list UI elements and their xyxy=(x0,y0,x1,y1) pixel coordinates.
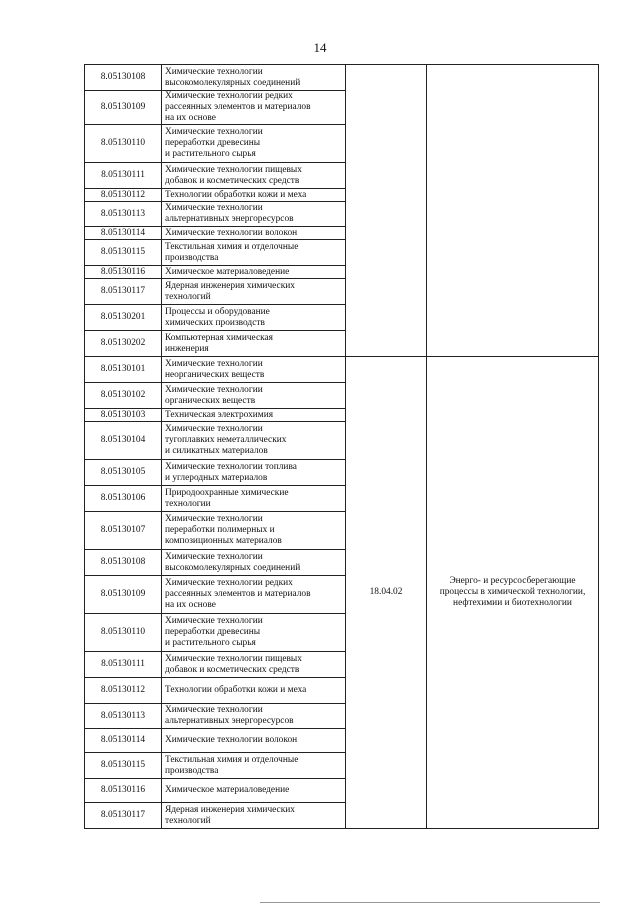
group-code: 18.04.02 xyxy=(346,357,427,829)
program-title: Текстильная химия и отделочные производства xyxy=(162,240,346,266)
program-code: 8.05130103 xyxy=(85,409,162,422)
program-title: Химические технологии волокон xyxy=(162,729,346,753)
program-code: 8.05130113 xyxy=(85,704,162,729)
program-code: 8.05130116 xyxy=(85,779,162,803)
program-code: 8.05130202 xyxy=(85,331,162,357)
program-code: 8.05130104 xyxy=(85,422,162,460)
program-title: Текстильная химия и отделочные производства xyxy=(162,753,346,779)
program-code: 8.05130117 xyxy=(85,279,162,305)
program-code: 8.05130201 xyxy=(85,305,162,331)
program-title: Химическое материаловедение xyxy=(162,266,346,279)
program-code: 8.05130114 xyxy=(85,729,162,753)
program-title: Химические технологии переработки древесины и растительного сырья xyxy=(162,125,346,163)
program-title: Химические технологии тугоплавких неметаллических и силикатных материалов xyxy=(162,422,346,460)
program-title: Процессы и оборудование химических производств xyxy=(162,305,346,331)
program-title: Химические технологии высокомолекулярных соединений xyxy=(162,65,346,91)
program-code: 8.05130114 xyxy=(85,227,162,240)
program-code: 8.05130112 xyxy=(85,678,162,704)
program-code: 8.05130102 xyxy=(85,383,162,409)
program-title: Природоохранные химические технологии xyxy=(162,486,346,512)
program-code: 8.05130111 xyxy=(85,652,162,678)
program-title: Техническая электрохимия xyxy=(162,409,346,422)
program-title: Химические технологии переработки полимерных и композиционных материалов xyxy=(162,512,346,550)
program-code: 8.05130108 xyxy=(85,550,162,576)
program-title: Химические технологии редких рассеянных элементов и материалов на их основе xyxy=(162,576,346,614)
program-title: Технологии обработки кожи и меха xyxy=(162,678,346,704)
program-title: Химические технологии высокомолекулярных соединений xyxy=(162,550,346,576)
group-name: Энерго- и ресурсосберегающие процессы в химической технологии, нефтехимии и биотехнологии xyxy=(427,357,599,829)
program-title: Химические технологии редких рассеянных элементов и материалов на их основе xyxy=(162,91,346,125)
specialty-table xyxy=(84,64,599,829)
program-code: 8.05130110 xyxy=(85,125,162,163)
program-code: 8.05130116 xyxy=(85,266,162,279)
program-title: Химические технологии пищевых добавок и косметических средств xyxy=(162,163,346,189)
program-title: Химические технологии переработки древесины и растительного сырья xyxy=(162,614,346,652)
program-code: 8.05130109 xyxy=(85,576,162,614)
program-code: 8.05130111 xyxy=(85,163,162,189)
program-title: Химические технологии альтернативных энергоресурсов xyxy=(162,704,346,729)
program-code: 8.05130101 xyxy=(85,357,162,383)
program-title: Химические технологии пищевых добавок и косметических средств xyxy=(162,652,346,678)
program-title: Химические технологии волокон xyxy=(162,227,346,240)
program-title: Химические технологии органических веществ xyxy=(162,383,346,409)
program-code: 8.05130107 xyxy=(85,512,162,550)
group-code xyxy=(346,65,427,357)
program-code: 8.05130108 xyxy=(85,65,162,91)
page-number: 14 xyxy=(313,40,327,55)
program-code: 8.05130115 xyxy=(85,753,162,779)
program-title: Химическое материаловедение xyxy=(162,779,346,803)
program-code: 8.05130106 xyxy=(85,486,162,512)
program-code: 8.05130112 xyxy=(85,189,162,202)
program-code: 8.05130110 xyxy=(85,614,162,652)
program-code: 8.05130105 xyxy=(85,460,162,486)
table-row xyxy=(85,357,599,383)
program-code: 8.05130109 xyxy=(85,91,162,125)
program-title: Химические технологии неорганических веществ xyxy=(162,357,346,383)
program-code: 8.05130115 xyxy=(85,240,162,266)
program-title: Химические технологии альтернативных энергоресурсов xyxy=(162,202,346,227)
page-bottom-rule xyxy=(260,902,600,903)
program-title: Компьютерная химическая инженерия xyxy=(162,331,346,357)
program-code: 8.05130117 xyxy=(85,803,162,829)
program-title: Химические технологии топлива и углеродных материалов xyxy=(162,460,346,486)
program-title: Ядерная инженерия химических технологий xyxy=(162,803,346,829)
table-row xyxy=(85,65,599,91)
program-title: Ядерная инженерия химических технологий xyxy=(162,279,346,305)
program-code: 8.05130113 xyxy=(85,202,162,227)
group-name xyxy=(427,65,599,357)
program-title: Технологии обработки кожи и меха xyxy=(162,189,346,202)
